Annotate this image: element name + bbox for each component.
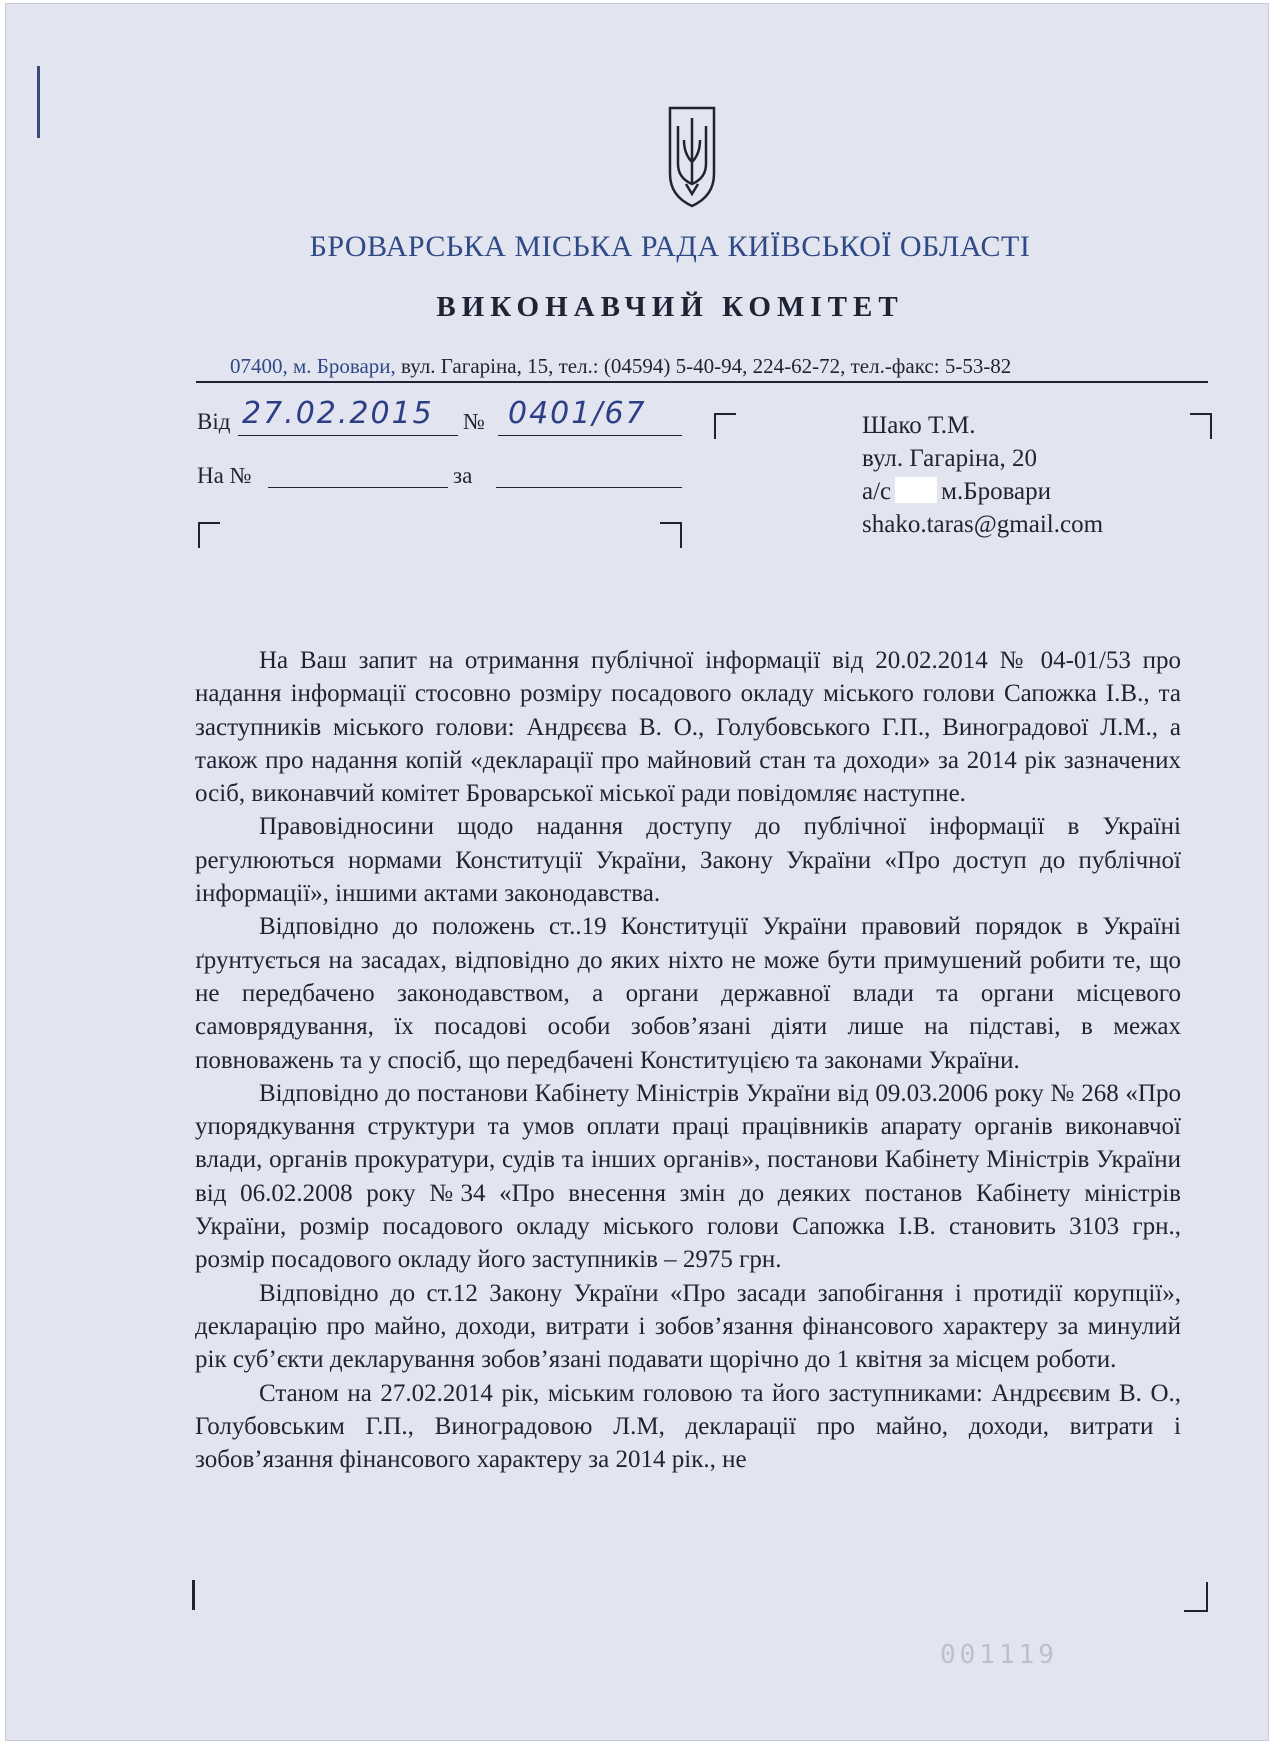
addressee-street: вул. Гагаріна, 20	[862, 445, 1038, 472]
address-city: 07400, м. Бровари,	[230, 354, 396, 378]
paragraph: Відповідно до положень ст..19 Конституції України правовий порядок в Україні ґрунтується на засадах, відповідно до яких ніхто не може бути примушений робити те, що не передбачено законодавством, а органи державної влади та органи місцевого самоврядування, їх посадові особи зобов’язані діяти лише на підставі, в межах повноважень та у спосіб, що передбачені Конституцією та законами України.	[195, 913, 1181, 1074]
paragraph: Відповідно до ст.12 Закону України «Про засади запобігання і протидії корупції», декларацію про майно, доходи, витрати і зобов’язання фінансового характеру за минулий рік суб’єкти декларування зобов’язані подавати щорічно до 1 квітня за місцем роботи.	[195, 1279, 1181, 1374]
redacted-area	[895, 477, 937, 503]
paragraph: Станом на 27.02.2014 рік, міським головою та його заступниками: Андрєєвим В. О., Голубовським Г.П., Виноградовою Л.М, декларації про майно, доходи, витрати і зобов’язання фінансового характеру за 2014 рік., не	[195, 1379, 1181, 1474]
addressee-email: shako.taras@gmail.com	[862, 511, 1104, 538]
field-corner-mark	[714, 413, 736, 439]
box-label: а/с	[862, 478, 892, 505]
addressee-block	[862, 409, 1103, 541]
date-underline	[238, 435, 458, 436]
field-corner-mark	[660, 522, 682, 548]
field-corner-mark	[1190, 413, 1212, 439]
reply-number-label: На №	[197, 463, 252, 488]
department-title: ВИКОНАВЧИЙ КОМІТЕТ	[436, 291, 904, 323]
paragraph: Правовідносини щодо надання доступу до публічної інформації в Україні регулюються нормами Конституції України, Закону України «Про доступ до публічної інформації», іншими актами законодавства.	[195, 813, 1181, 908]
handwritten-number: 0401/67	[508, 396, 647, 431]
document-page	[6, 4, 1268, 1740]
from-label: Від	[197, 409, 231, 434]
organization-address	[230, 354, 1011, 379]
reply-date-line	[496, 487, 682, 488]
handwritten-date: 27.02.2015	[242, 396, 434, 431]
letter-body	[195, 644, 1181, 1476]
address-details: вул. Гагаріна, 15, тел.: (04594) 5-40-94, 224-62-72, тел.-факс: 5-53-82	[395, 354, 1012, 378]
addressee-city: м.Бровари	[941, 478, 1052, 505]
number-label: №	[463, 409, 485, 434]
paragraph: На Ваш запит на отримання публічної інформації від 20.02.2014 № 04-01/53 про надання інформації стосовно розміру посадового окладу міського голови Сапожка І.В., та заступників міського голови: Андрєєва В. О., Голубовського Г.П., Виноградової Л.М., а також про надання копій «декларації про майновий стан та доходи» за 2014 рік зазначених осіб, виконавчий комітет Броварської міської ради повідомляє наступне.	[195, 647, 1181, 808]
registry-stamp: 001119	[940, 1640, 1058, 1670]
field-corner-mark	[192, 1580, 195, 1610]
coat-of-arms-icon	[668, 104, 716, 208]
addressee-box	[862, 475, 1103, 508]
number-underline	[498, 435, 682, 436]
reply-number-line	[268, 487, 448, 488]
field-corner-mark	[198, 522, 220, 548]
paragraph: Відповідно до постанови Кабінету Міністрів України від 09.03.2006 року № 268 «Про упорядкування структури та умов оплати праці працівників апарату органів виконавчої влади, органів прокуратури, судів та інших органів», постанови Кабінету Міністрів України від 06.02.2008 року №34 «Про внесення змін до деяких постанов Кабінету міністрів України, розмір посадового окладу міського голови Сапожка І.В. становить 3103 грн., розмір посадового окладу його заступників – 2975 грн.	[195, 1079, 1181, 1274]
addressee-name: Шако Т.М.	[862, 412, 976, 439]
header-divider	[196, 381, 1208, 383]
margin-mark	[37, 66, 40, 138]
reply-date-label: за	[453, 463, 473, 488]
organization-title: БРОВАРСЬКА МІСЬКА РАДА КИЇВСЬКОЇ ОБЛАСТІ	[309, 230, 1031, 263]
field-corner-mark	[1184, 1582, 1208, 1612]
